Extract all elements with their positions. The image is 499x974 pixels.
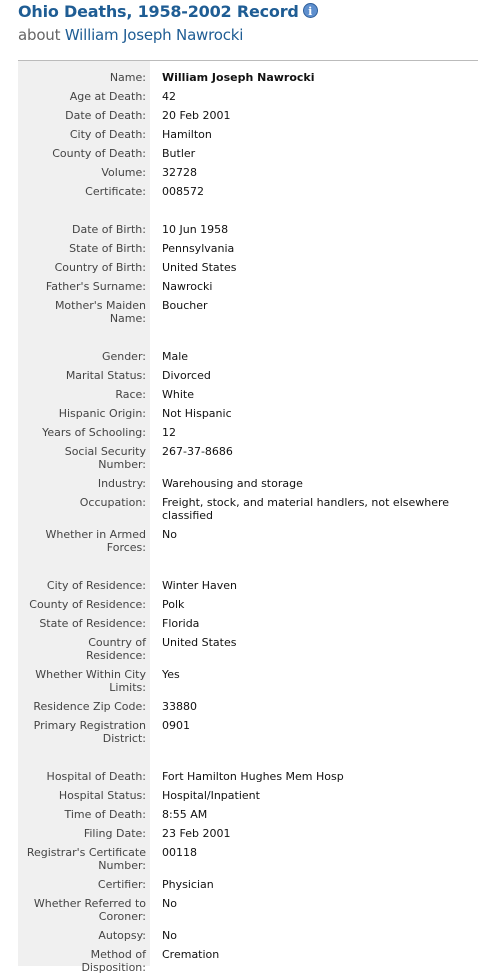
field-value: Warehousing and storage bbox=[162, 477, 303, 490]
field-label: County of Death: bbox=[52, 147, 146, 160]
field-value: Hamilton bbox=[162, 128, 212, 141]
field-label: Age at Death: bbox=[69, 90, 146, 103]
field-label: Hospital Status: bbox=[58, 789, 146, 802]
field-value: 0901 bbox=[162, 719, 190, 732]
field-value: 8:55 AM bbox=[162, 808, 208, 821]
field-label: Volume: bbox=[101, 166, 146, 179]
field-value: Florida bbox=[162, 617, 200, 630]
field-value: 12 bbox=[162, 426, 176, 439]
about-prefix: about bbox=[18, 26, 61, 44]
record-subtitle bbox=[18, 26, 243, 44]
field-value: Winter Haven bbox=[162, 579, 238, 592]
field-label: County of Residence: bbox=[29, 598, 146, 611]
field-value: Hospital/Inpatient bbox=[162, 789, 260, 802]
person-name-link[interactable]: William Joseph Nawrocki bbox=[64, 26, 244, 44]
field-label: Social Security Number: bbox=[64, 445, 146, 471]
field-value: No bbox=[162, 929, 177, 942]
field-label: State of Birth: bbox=[69, 242, 146, 255]
field-value: 42 bbox=[162, 90, 176, 103]
field-label: Primary Registration District: bbox=[33, 719, 146, 745]
field-value: 10 Jun 1958 bbox=[162, 223, 229, 236]
field-value: William Joseph Nawrocki bbox=[162, 71, 315, 84]
field-value: Butler bbox=[162, 147, 196, 160]
field-label: City of Death: bbox=[69, 128, 146, 141]
field-label: Whether Referred to Coroner: bbox=[33, 897, 146, 923]
field-label: Industry: bbox=[97, 477, 146, 490]
field-label: Country of Birth: bbox=[54, 261, 146, 274]
field-value: Male bbox=[162, 350, 189, 363]
field-label: Whether in Armed Forces: bbox=[45, 528, 146, 554]
field-value: Not Hispanic bbox=[162, 407, 232, 420]
field-label: Certificate: bbox=[85, 185, 146, 198]
field-label: Date of Death: bbox=[65, 109, 146, 122]
field-label: Autopsy: bbox=[98, 929, 146, 942]
record-title: Ohio Deaths, 1958-2002 Record bbox=[18, 2, 299, 21]
field-value: 267-37-8686 bbox=[162, 445, 233, 458]
field-value: 23 Feb 2001 bbox=[162, 827, 231, 840]
field-label: Years of Schooling: bbox=[42, 426, 146, 439]
field-value: Divorced bbox=[162, 369, 211, 382]
field-label: Certifier: bbox=[97, 878, 146, 891]
field-value: Yes bbox=[162, 668, 180, 681]
field-label: Hospital of Death: bbox=[46, 770, 146, 783]
field-label: Occupation: bbox=[79, 496, 146, 509]
field-label: State of Residence: bbox=[39, 617, 146, 630]
field-label: Filing Date: bbox=[83, 827, 146, 840]
field-label: Country of Residence: bbox=[86, 636, 146, 662]
field-value: Cremation bbox=[162, 948, 220, 961]
field-value: United States bbox=[162, 636, 237, 649]
field-value: No bbox=[162, 528, 177, 541]
field-value: 00118 bbox=[162, 846, 197, 859]
field-value: 20 Feb 2001 bbox=[162, 109, 231, 122]
page-title bbox=[18, 2, 318, 21]
field-label: Hispanic Origin: bbox=[58, 407, 146, 420]
field-value: Physician bbox=[162, 878, 214, 891]
field-label: Race: bbox=[115, 388, 146, 401]
field-value: 33880 bbox=[162, 700, 197, 713]
field-value: Pennsylvania bbox=[162, 242, 235, 255]
field-label: Father's Surname: bbox=[45, 280, 146, 293]
field-value: Nawrocki bbox=[162, 280, 213, 293]
field-value: United States bbox=[162, 261, 237, 274]
field-label: Method of Disposition: bbox=[81, 948, 146, 974]
field-value: White bbox=[162, 388, 194, 401]
field-value: Fort Hamilton Hughes Mem Hosp bbox=[162, 770, 344, 783]
field-value: Freight, stock, and material handlers, not elsewhere classified bbox=[162, 496, 450, 522]
field-value: No bbox=[162, 897, 177, 910]
info-icon[interactable]: i bbox=[303, 3, 318, 18]
field-label: Name: bbox=[109, 71, 146, 84]
field-value: 008572 bbox=[162, 185, 204, 198]
field-label: Registrar's Certificate Number: bbox=[26, 846, 146, 872]
field-value: 32728 bbox=[162, 166, 197, 179]
field-label: Date of Birth: bbox=[71, 223, 146, 236]
record-table bbox=[18, 61, 478, 974]
field-label: Residence Zip Code: bbox=[33, 700, 146, 713]
field-value: Polk bbox=[162, 598, 185, 611]
field-label: City of Residence: bbox=[46, 579, 146, 592]
field-label: Time of Death: bbox=[64, 808, 146, 821]
field-label: Whether Within City Limits: bbox=[35, 668, 146, 694]
field-label: Mother's Maiden Name: bbox=[54, 299, 146, 325]
field-label: Gender: bbox=[101, 350, 146, 363]
field-label: Marital Status: bbox=[65, 369, 146, 382]
field-value: Boucher bbox=[162, 299, 208, 312]
